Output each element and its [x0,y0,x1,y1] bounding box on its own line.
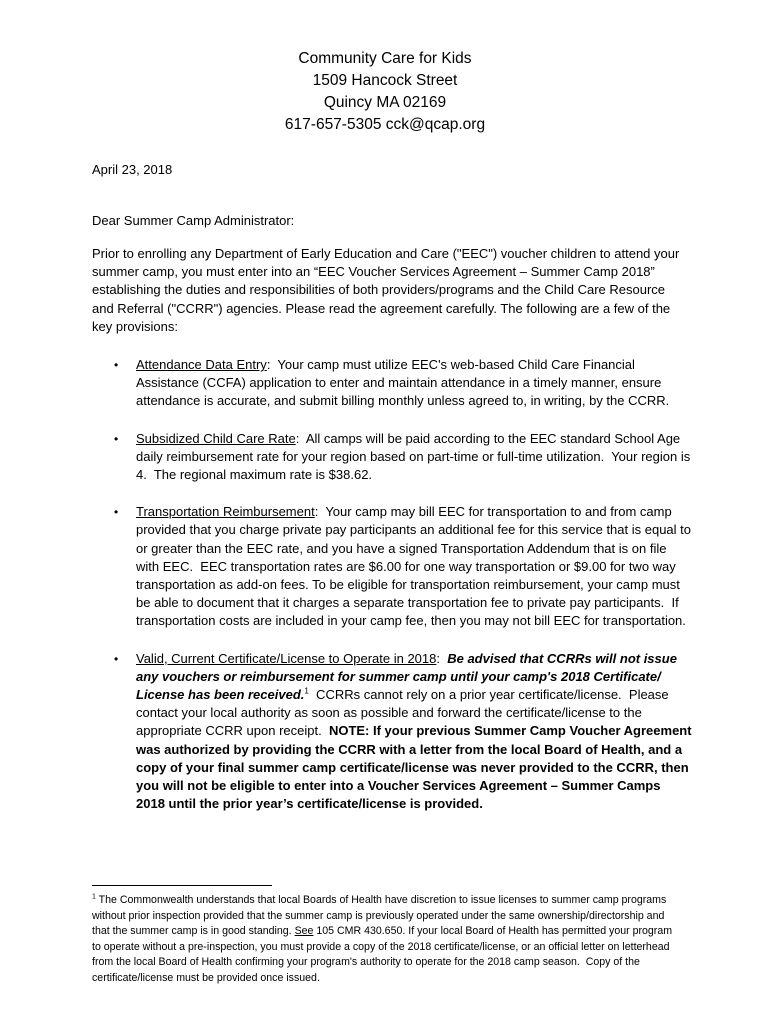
footnote-text: The Commonwealth understands that local Boards of Health have discretion to issue licenses to summer camp programs without prior inspection provided that the summer camp is previously operated under the same ownership/directorship and that the summer camp is in good standing. [92,894,670,938]
item-text: All camps will be paid according to the EEC standard School Age daily reimbursement rate for your region based on part-time or full-time utilization. Your region is 4. The regional maximum rate is $38.62. [136,430,694,483]
item-text: Your camp may bill EEC for transportation to and from camp provided that you charge private pay participants an additional fee for this service that is equal to or greater than the EEC rate, and you have a signed Transportation Addendum that is on file with EEC. EEC transportation rates are $6.00 for one way transportation or $9.00 for two way transportation as add-on fees. To be eligible for transportation reimbursement, your camp must be able to document that it charges a separate transportation fee to private pay participants. If transportation costs are included in your camp fee, then you may not bill EEC for transportation. [136,504,695,629]
org-street: 1509 Hancock Street [312,72,458,89]
provisions-list [92,356,695,832]
intro-paragraph: Prior to enrolling any Department of Early Education and Care ("EEC") voucher children to attend your summer camp, you must enter into an “EEC Voucher Services Agreement – Summer Camp 2018” establishing the duties and responsibilities of both providers/programs and the Child Care Resource and Referral ("CCRR") agencies. Please read the agreement carefully. The following are a few of the key provisions: [92,246,680,334]
bullet-icon: • [114,651,119,666]
bullet-icon: • [114,358,119,372]
footnote-number: 1 [92,893,96,901]
bullet-icon: • [114,431,119,446]
org-name: Community Care for Kids [298,50,472,67]
footnote-text-cont: 105 CMR 430.650. If your local Board of Health has permitted your program to operate without a pre-inspection, you must provide a copy of the 2018 certificate/license, or an official letter on letterhead from the local Board of Health confirming your program's authority to operate for the 2018 camp season. Copy of the certificate/license must be provided once issued. [92,925,675,984]
item-warning: Be advised that CCRRs will not issue any vouchers or reimbursement for summer camp until your camp's 2018 Certificate/ License has been received. [136,650,681,703]
footnote-divider [92,885,272,886]
org-city: Quincy MA 02169 [323,94,447,111]
footnote-see: See [294,925,314,938]
letterhead [0,48,770,136]
item-heading: Attendance Data Entry [136,357,267,372]
item-heading: Transportation Reimbursement [136,504,315,520]
list-item: • Transportation Reimbursement: Your camp may bill EEC for transportation to and from camp provided that you charge private pay participants an additional fee for this service that is equal to or greater than the EEC rate, and you have a signed Transportation Addendum that is on file with EEC. EEC transportation rates are $6.00 for one way transportation or $9.00 for two way transportation as add-on fees. To be eligible for transportation reimbursement, your camp must be able to document that it charges a separate transportation fee to private pay participants. If transportation costs are included in your camp fee, then you may not bill EEC for transportation. [114,504,695,629]
salutation: Dear Summer Camp Administrator: [92,213,295,228]
item-text: CCRRs cannot rely on a prior year certificate/license. Please contact your local authority as soon as possible and forward the certificate/license to the appropriate CCRR upon receipt. [136,687,673,739]
letter-date: April 23, 2018 [92,162,173,177]
item-heading: Valid, Current Certificate/License to Operate in 2018 [136,650,437,666]
list-item: • Valid, Current Certificate/License to Operate in 2018: Be advised that CCRRs will not issue any vouchers or reimbursement for summer camp until your camp's 2018 Certificate/ License has been received.$^1$ CCRRs cannot rely on a prior year certificate/license. Please contact your local authority as soon as possible and forward the certificate/license to the appropriate CCRR upon receipt. NOTE: If your previous Summer Camp Voucher Agreement was authorized by providing the CCRR with a letter from the local Board of Health, and a copy of your final summer camp certificate/license was never provided to the CCRR, then you will not be eligible to enter into a Voucher Services Agreement – Summer Camps 2018 until the prior year’s certificate/license is provided. [114,650,692,812]
footnote-ref: 1 [304,686,309,696]
bullet-icon: • [114,505,119,520]
item-note: NOTE: If your previous Summer Camp Voucher Agreement was authorized by providing the CCRR with a letter from the local Board of Health, and a copy of your final summer camp certificate/license was never provided to the CCRR, then you will not be eligible to enter into a Voucher Services Agreement – Summer Camps 2018 until the prior year’s certificate/license is provided. [136,723,692,812]
item-text: Your camp must utilize EEC's web-based Child Care Financial Assistance (CCFA) application to enter and maintain attendance in a timely manner, ensure attendance is accurate, and submit billing monthly unless agreed to, in writing, by the CCRR. [136,357,670,409]
org-contact: 617-657-5305 cck@qcap.org [284,116,486,133]
list-item: • Attendance Data Entry: Your camp must utilize EEC's web-based Child Care Financial Assistance (CCFA) application to enter and maintain attendance in a timely manner, ensure attendance is accurate, and submit billing monthly unless agreed to, in writing, by the CCRR. [114,357,670,409]
item-heading: Subsidized Child Care Rate [136,430,296,446]
footnote [92,893,682,987]
list-item: • Subsidized Child Care Rate: All camps will be paid according to the EEC standard School Age daily reimbursement rate for your region based on part-time or full-time utilization. Your region is 4. The regional maximum rate is $38.62. [114,430,694,483]
